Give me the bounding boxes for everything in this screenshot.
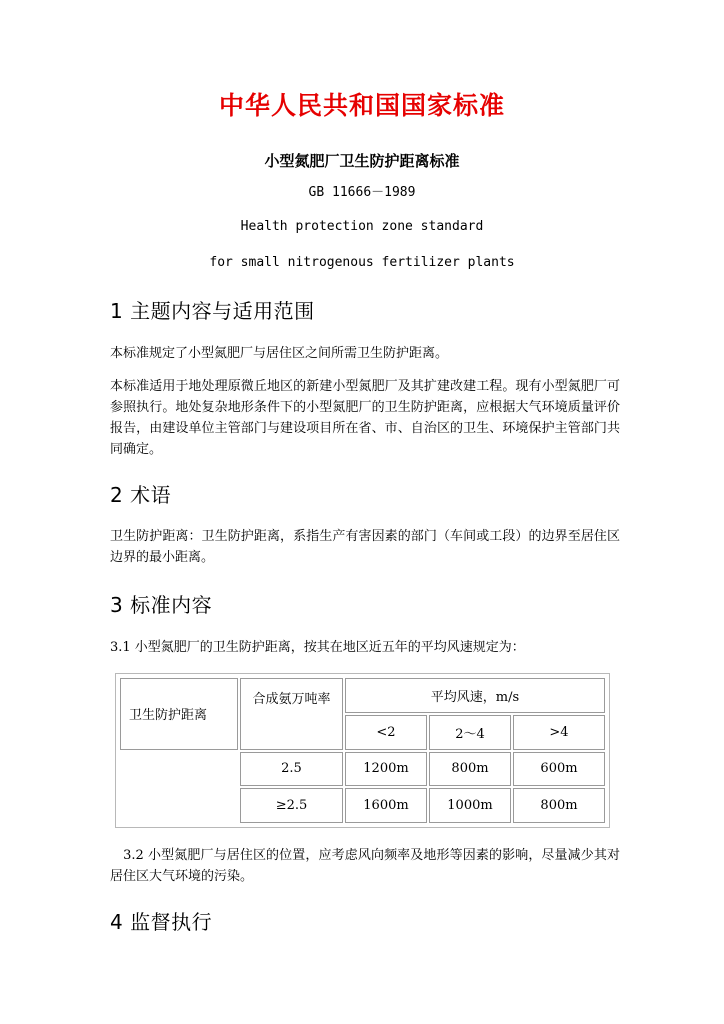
table-empty-cell [120, 752, 238, 824]
table-row-header: 卫生防护距离 [120, 678, 238, 750]
table-row-2-value-2: 1000m [429, 788, 511, 823]
table-row-1-value-1: 1200m [345, 752, 427, 787]
table-wind-col-3: >4 [513, 715, 605, 750]
protection-distance-table [115, 673, 610, 828]
table-wind-col-2: 2～4 [429, 715, 511, 750]
table-capacity-header: 合成氨万吨率 [240, 678, 343, 750]
section-1-heading: 1 主题内容与适用范围 [110, 299, 315, 323]
section-3-paragraph-1: 3.1 小型氮肥厂的卫生防护距离，按其在地区近五年的平均风速规定为： [110, 640, 525, 655]
section-1-paragraph-2: 本标准适用于地处理原微丘地区的新建小型氮肥厂及其扩建改建工程。现有小型氮肥厂可参照执行。地处复杂地形条件下的小型氮肥厂的卫生防护距离，应根据大气环境质量评价报告，由建设单位主管部门与建设项目所在省、市、自治区的卫生、环境保护主管部门共同确定。 [110, 379, 620, 457]
english-title-line-1: Health protection zone standard [240, 219, 484, 234]
section-2-paragraph-1: 卫生防护距离：卫生防护距离，系指生产有害因素的部门（车间或工段）的边界至居住区边界的最小距离。 [110, 529, 620, 565]
section-3-paragraph-2: 3.2 小型氮肥厂与居住区的位置，应考虑风向频率及地形等因素的影响，尽量减少其对居住区大气环境的污染。 [110, 848, 620, 884]
table-row-2-value-1: 1600m [345, 788, 427, 823]
section-1-paragraph-1: 本标准规定了小型氮肥厂与居住区之间所需卫生防护距离。 [110, 346, 449, 361]
protection-distance-grid [118, 676, 607, 825]
standard-code: GB 11666－1989 [308, 185, 416, 200]
table-row-2-value-3: 800m [513, 788, 605, 823]
table-row-1-value-3: 600m [513, 752, 605, 787]
section-4-heading: 4 监督执行 [110, 910, 213, 934]
national-standard-title: 中华人民共和国国家标准 [218, 91, 505, 120]
english-title-line-2: for small nitrogenous fertilizer plants [209, 255, 515, 270]
section-3-heading: 3 标准内容 [110, 593, 213, 617]
table-wind-col-1: <2 [345, 715, 427, 750]
table-wind-speed-header: 平均风速，m/s [345, 678, 605, 713]
section-2-heading: 2 术语 [110, 483, 172, 507]
table-row-1-value-2: 800m [429, 752, 511, 787]
table-row-1-capacity: 2.5 [240, 752, 343, 787]
standard-title: 小型氮肥厂卫生防护距离标准 [264, 152, 460, 170]
table-row-2-capacity: ≥2.5 [240, 788, 343, 823]
